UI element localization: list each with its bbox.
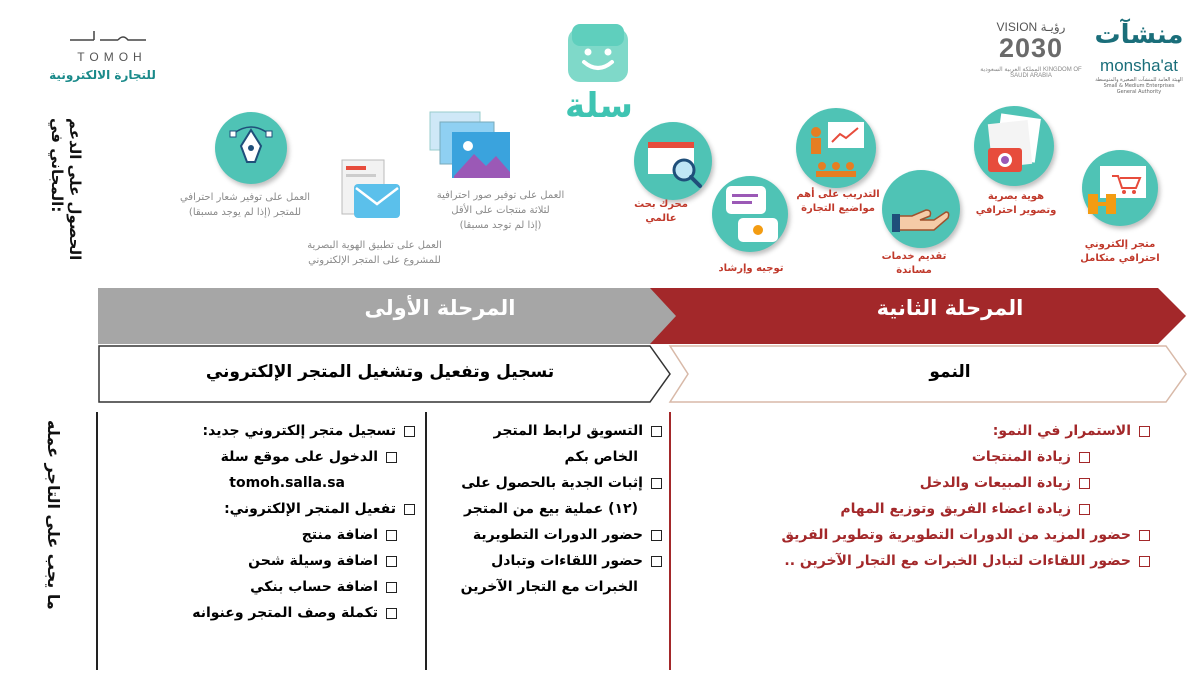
- list-item: [110, 470, 397, 496]
- vision-2030-title: VISION رؤيـة: [996, 20, 1066, 34]
- list-item: [680, 444, 1090, 470]
- training-label-line2: مواضيع التجارة: [801, 203, 875, 214]
- logo-design-pen-icon: [215, 112, 287, 184]
- list-item: [432, 470, 662, 496]
- monshaat-logo-english: monsha'at: [1100, 56, 1178, 75]
- product-photos-label: [418, 188, 583, 233]
- checkbox: [651, 478, 662, 489]
- phase-two-title: المرحلة الثانية: [876, 296, 1024, 320]
- checkbox: [651, 530, 662, 541]
- checkbox: [1139, 530, 1150, 541]
- list-item-text: تفعيل المتجر الإلكتروني:: [224, 501, 396, 517]
- list-item-text: (١٢) عملية بيع من المتجر: [463, 501, 638, 517]
- product-photos-label-line1: العمل على توفير صور احترافية: [436, 190, 565, 201]
- list-item-text: حضور اللقاءات لتبادل الخبرات مع التجار الآخرين ..: [784, 553, 1131, 569]
- vision-2030-subtitle: المملكة العربية السعودية KINGDOM OF SAUDI ARABIA: [980, 67, 1082, 79]
- phase-two-growth-list: [680, 418, 1150, 574]
- logo-design-label: [160, 190, 330, 220]
- free-support-label: [34, 118, 84, 288]
- guidance-chat-icon: [712, 176, 788, 252]
- checkbox: [404, 504, 415, 515]
- ecommerce-store-label-line2: احترافي متكامل: [1080, 253, 1160, 264]
- search-engine-label-line1: محرك بحث: [634, 199, 688, 210]
- list-item: [432, 574, 662, 600]
- tomoh-logo-subtitle: للتجارة الالكترونية: [49, 68, 156, 82]
- support-services-label: [874, 250, 954, 278]
- search-engine-icon: [634, 122, 712, 200]
- phase-two-subtitle: النمو: [929, 362, 971, 382]
- phase-one-subtitle: تسجيل وتفعيل وتشغيل المتجر الإلكتروني: [205, 362, 555, 382]
- list-item-text: حضور اللقاءات وتبادل: [491, 553, 643, 569]
- list-item: [432, 548, 662, 574]
- checkbox: [386, 608, 397, 619]
- list-item-text: تكملة وصف المتجر وعنوانه: [192, 605, 378, 621]
- list-item: [110, 496, 415, 522]
- search-engine-label-line2: عالمي: [645, 213, 677, 224]
- support-hand-icon: [882, 170, 960, 248]
- list-item: [432, 496, 662, 522]
- list-item: [110, 574, 397, 600]
- list-item-text: الخبرات مع التجار الآخرين: [460, 579, 638, 595]
- support-services-label-line1: تقديم خدمات: [881, 251, 947, 262]
- vision-2030-year: 2030: [998, 33, 1064, 63]
- list-item-text: زيادة المبيعات والدخل: [919, 475, 1071, 491]
- checkbox: [404, 426, 415, 437]
- product-photos-icon: [424, 108, 514, 184]
- checkbox: [386, 452, 397, 463]
- checkbox: [1079, 504, 1090, 515]
- logo-design-label-line2: للمتجر (إذا لم يوجد مسبقا): [188, 207, 302, 218]
- list-item-text: الخاص بكم: [564, 449, 638, 465]
- list-item-text: زيادة المنتجات: [971, 449, 1071, 465]
- checkbox: [1079, 478, 1090, 489]
- free-support-label-line2: المجاني في:: [48, 118, 66, 213]
- guidance-label: [706, 262, 796, 276]
- middle-divider: [425, 412, 427, 670]
- phase-divider: [669, 412, 671, 670]
- checkbox: [386, 582, 397, 593]
- salla-logo-text: سلة: [565, 86, 633, 126]
- monshaat-logo-subtitle: الهيئة العامة للمنشآت الصغيرة والمتوسطة Small & Medium Enterprises General Authority: [1095, 77, 1183, 95]
- merchant-todo-label: ما يجب على التاجر عمله: [44, 420, 63, 610]
- visual-identity-photo-label-line2: وتصوير احترافي: [975, 205, 1057, 216]
- tomoh-logo-text: TOMOH: [77, 50, 147, 64]
- list-item-text: تسجيل متجر إلكتروني جديد:: [202, 423, 396, 439]
- logo-design-label-line1: العمل على توفير شعار احترافي: [179, 192, 311, 203]
- guidance-label-line1: توجيه وإرشاد: [718, 263, 784, 274]
- training-label-line1: التدريب على أهم: [796, 189, 880, 200]
- list-item: [432, 418, 662, 444]
- free-support-label-line1: الحصول على الدعم: [66, 118, 84, 261]
- ecommerce-store-label: [1070, 238, 1170, 266]
- visual-identity-label-line2: للمشروع على المتجر الإلكتروني: [308, 255, 441, 266]
- list-item: [110, 548, 397, 574]
- list-item-text: اضافة وسيلة شحن: [248, 553, 378, 569]
- checkbox: [386, 556, 397, 567]
- search-engine-label: [626, 198, 696, 226]
- list-item-text: التسويق لرابط المتجر: [493, 423, 643, 439]
- visual-identity-label: [282, 238, 467, 268]
- list-item: [110, 444, 397, 470]
- list-item-text: حضور المزيد من الدورات التطويرية وتطوير الفريق: [781, 527, 1131, 543]
- list-item: [680, 418, 1150, 444]
- product-photos-label-line3: (إذا لم توجد مسبقا): [459, 220, 542, 231]
- list-item-text: حضور الدورات التطويرية: [472, 527, 643, 543]
- visual-identity-label-line1: العمل على تطبيق الهوية البصرية: [307, 240, 442, 251]
- list-item: [680, 470, 1090, 496]
- list-item: [680, 496, 1090, 522]
- checkbox: [1139, 556, 1150, 567]
- phase-one-marketing-list: [432, 418, 662, 600]
- checkbox: [1079, 452, 1090, 463]
- left-divider: [96, 412, 98, 670]
- phase-one-title: المرحلة الأولى: [364, 296, 516, 320]
- list-item-text: إثبات الجدية بالحصول على: [461, 475, 643, 491]
- list-item-text: الدخول على موقع سلة: [220, 449, 378, 465]
- camera-photo-icon: [974, 106, 1054, 186]
- visual-identity-document-icon: [332, 154, 406, 228]
- list-item: [680, 522, 1150, 548]
- support-services-label-line2: مساندة: [896, 265, 932, 276]
- ecommerce-store-label-line1: متجر إلكتروني: [1084, 239, 1156, 250]
- tomoh-logo-mark: [68, 28, 148, 46]
- list-item: [110, 418, 415, 444]
- list-item-text: الاستمرار في النمو:: [992, 423, 1131, 439]
- list-item-text: اضافة حساب بنكي: [250, 579, 378, 595]
- checkbox: [1139, 426, 1150, 437]
- list-item: [110, 600, 397, 626]
- list-item: [432, 444, 662, 470]
- visual-identity-photo-label: [966, 190, 1066, 218]
- product-photos-label-line2: لثلاثة منتجات على الأقل: [451, 205, 550, 216]
- phase-one-registration-list: [110, 418, 415, 626]
- list-item: [110, 522, 397, 548]
- list-item-text: اضافة منتج: [301, 527, 378, 543]
- training-label: [788, 188, 888, 216]
- salla-logo-icon: [566, 22, 630, 86]
- store-url-text: tomoh.salla.sa: [229, 475, 345, 491]
- list-item: [680, 548, 1150, 574]
- visual-identity-photo-label-line1: هوية بصرية: [987, 191, 1045, 202]
- shopping-cart-screen-icon: [1082, 150, 1158, 226]
- checkbox: [651, 426, 662, 437]
- list-item: [432, 522, 662, 548]
- training-presenter-icon: [796, 108, 876, 188]
- checkbox: [651, 556, 662, 567]
- monshaat-logo-arabic: منشآت: [1094, 20, 1184, 50]
- checkbox: [386, 530, 397, 541]
- list-item-text: زيادة اعضاء الفريق وتوزيع المهام: [840, 501, 1071, 517]
